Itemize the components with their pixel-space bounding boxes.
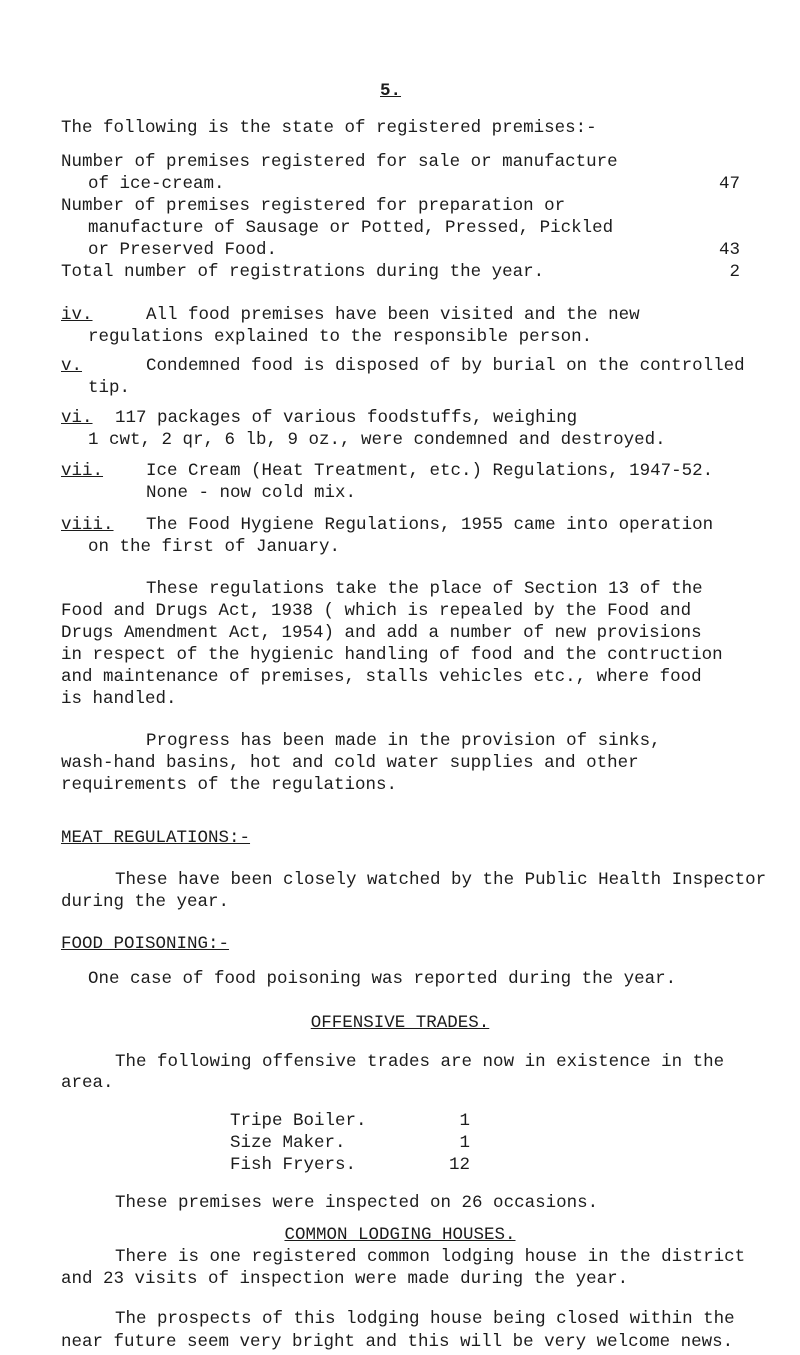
hygiene-para-2-line-3: requirements of the regulations. bbox=[61, 775, 398, 795]
item-v-line-2: tip. bbox=[88, 378, 131, 398]
hygiene-para-1-line-5: and maintenance of premises, stalls vehicles etc., where food bbox=[61, 667, 702, 687]
trade-count: 1 bbox=[459, 1111, 470, 1131]
lodging-para-1-line-1: There is one registered common lodging house in the district bbox=[115, 1247, 746, 1267]
premises-row-sausage-line-1: Number of premises registered for preparation or bbox=[61, 196, 566, 216]
item-viii-line-1: The Food Hygiene Regulations, 1955 came into operation bbox=[146, 515, 714, 535]
trade-name: Size Maker. bbox=[230, 1133, 346, 1153]
premises-row-ice-cream-value: 47 bbox=[718, 174, 740, 194]
item-viii-line-2: on the first of January. bbox=[88, 537, 341, 557]
trade-name: Fish Fryers. bbox=[230, 1155, 357, 1175]
offensive-trades-intro-line-1: The following offensive trades are now in existence in the bbox=[115, 1052, 725, 1072]
item-numeral-vii: vii. bbox=[61, 461, 104, 481]
hygiene-para-2-line-1: Progress has been made in the provision of sinks, bbox=[146, 731, 661, 751]
item-iv-line-1: All food premises have been visited and the new bbox=[146, 305, 640, 325]
premises-row-sausage-line-3: or Preserved Food. bbox=[88, 240, 278, 260]
meat-regulations-heading: MEAT REGULATIONS:- bbox=[61, 828, 251, 848]
hygiene-para-2-line-2: wash-hand basins, hot and cold water supplies and other bbox=[61, 753, 639, 773]
offensive-trades-intro-line-2: area. bbox=[61, 1073, 114, 1093]
page-number: 5. bbox=[380, 81, 402, 101]
lodging-houses-heading: COMMON LODGING HOUSES. bbox=[284, 1225, 516, 1245]
lodging-para-2-line-1: The prospects of this lodging house being closed within the bbox=[115, 1309, 735, 1329]
lodging-para-1-line-2: and 23 visits of inspection were made during the year. bbox=[61, 1269, 629, 1289]
item-vii-line-2: None - now cold mix. bbox=[146, 483, 357, 503]
registered-premises-intro: The following is the state of registered premises:- bbox=[61, 118, 597, 138]
hygiene-para-1-line-6: is handled. bbox=[61, 689, 177, 709]
hygiene-para-1-line-2: Food and Drugs Act, 1938 ( which is repealed by the Food and bbox=[61, 601, 692, 621]
item-iv-line-2: regulations explained to the responsible person. bbox=[88, 327, 593, 347]
item-numeral-v: v. bbox=[61, 356, 83, 376]
item-vii-line-1: Ice Cream (Heat Treatment, etc.) Regulations, 1947-52. bbox=[146, 461, 714, 481]
hygiene-para-1-line-3: Drugs Amendment Act, 1954) and add a number of new provisions bbox=[61, 623, 702, 643]
hygiene-para-1-line-1: These regulations take the place of Section 13 of the bbox=[146, 579, 703, 599]
meat-regulations-line-2: during the year. bbox=[61, 892, 230, 912]
premises-row-sausage-value: 43 bbox=[718, 240, 740, 260]
item-vi-line-2: 1 cwt, 2 qr, 6 lb, 9 oz., were condemned and destroyed. bbox=[88, 430, 666, 450]
meat-regulations-line-1: These have been closely watched by the Public Health Inspector bbox=[115, 870, 767, 890]
trade-count: 1 bbox=[459, 1133, 470, 1153]
hygiene-para-1-line-4: in respect of the hygienic handling of food and the contruction bbox=[61, 645, 723, 665]
item-numeral-iv: iv. bbox=[61, 305, 93, 325]
item-vi-line-1: 117 packages of various foodstuffs, weighing bbox=[115, 408, 578, 428]
item-numeral-vi: vi. bbox=[61, 408, 93, 428]
item-v-line-1: Condemned food is disposed of by burial on the controlled bbox=[146, 356, 745, 376]
premises-row-total-line-1: Total number of registrations during the year. bbox=[61, 262, 545, 282]
lodging-para-2-line-2: near future seem very bright and this will be very welcome news. bbox=[61, 1332, 734, 1352]
premises-row-ice-cream-line-2: of ice-cream. bbox=[88, 174, 225, 194]
item-numeral-viii: viii. bbox=[61, 515, 114, 535]
premises-row-total-value: 2 bbox=[729, 262, 740, 282]
premises-row-ice-cream-line-1: Number of premises registered for sale or manufacture bbox=[61, 152, 618, 172]
food-poisoning-heading: FOOD POISONING:- bbox=[61, 934, 230, 954]
offensive-trades-inspection: These premises were inspected on 26 occasions. bbox=[115, 1193, 599, 1213]
premises-row-sausage-line-2: manufacture of Sausage or Potted, Pressed, Pickled bbox=[88, 218, 614, 238]
trade-count: 12 bbox=[448, 1155, 470, 1175]
offensive-trades-heading: OFFENSIVE TRADES. bbox=[310, 1013, 490, 1033]
trade-name: Tripe Boiler. bbox=[230, 1111, 367, 1131]
food-poisoning-line: One case of food poisoning was reported during the year. bbox=[88, 969, 677, 989]
